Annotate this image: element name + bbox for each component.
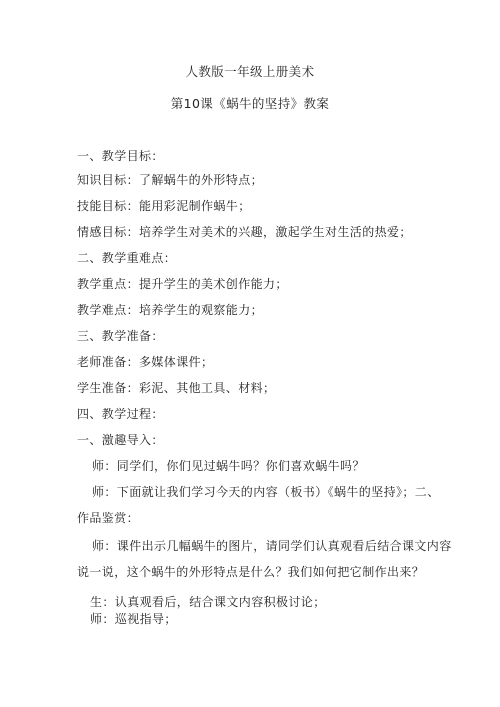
text-line: 知识目标：了解蜗牛的外形特点； [77,173,264,187]
section-heading-preparation: 三、教学准备： [77,329,164,343]
text-line: 作品鉴赏： [77,511,140,525]
document-title: 人教版一年级上册美术 [185,64,315,79]
text-line: 师：巡视指导； [90,612,177,626]
text-line: 生：认真观看后，结合课文内容积极讨论； [90,595,326,609]
text-line: 情感目标：培养学生对美术的兴趣，激起学生对生活的热爱； [77,225,412,239]
text-line: 技能目标：能用彩泥制作蜗牛； [77,199,251,213]
text-line: 学生准备：彩泥、其他工具、材料； [77,381,276,395]
text-line: 一、激趣导入： [77,433,164,447]
text-line: 师：课件出示几幅蜗牛的图片，请同学们认真观看后结合课文内容 [92,539,452,553]
text-line: 师：下面就让我们学习今天的内容（板书）《蜗牛的坚持》；二、 [92,485,440,499]
text-line: 师：同学们，你们见过蜗牛吗？你们喜欢蜗牛吗？ [92,459,365,473]
section-heading-process: 四、教学过程： [77,407,164,421]
text-line: 说一说，这个蜗牛的外形特点是什么？我们如何把它制作出来？ [77,565,425,579]
document-subtitle: 第10课《蜗牛的坚持》教案 [170,96,330,111]
text-line: 教学重点：提升学生的美术创作能力； [77,277,288,291]
section-heading-key-points: 二、教学重难点： [77,251,177,265]
section-heading-objectives: 一、教学目标： [77,149,164,163]
text-line: 教学难点：培养学生的观察能力； [77,303,264,317]
text-line: 老师准备：多媒体课件； [77,355,214,369]
